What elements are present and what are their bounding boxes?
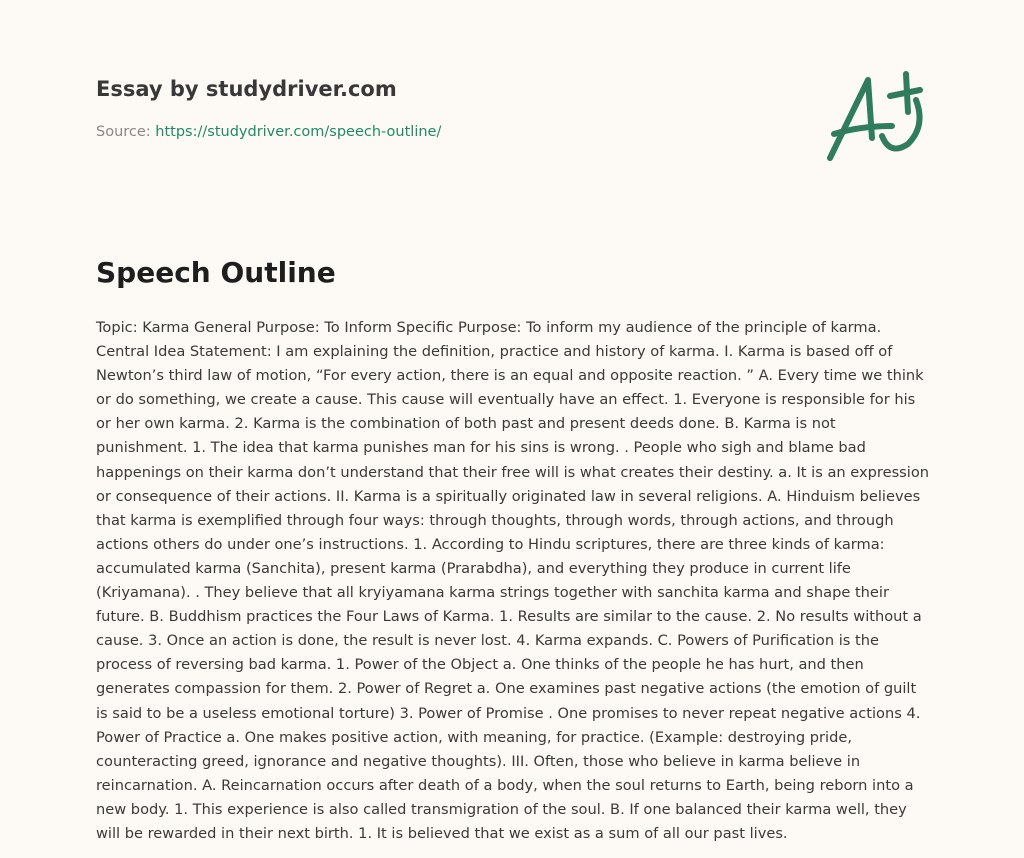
essay-text-line: Newton’s third law of motion, “For every action, there is an equal and opposite reaction. ” A. Every time we think bbox=[96, 367, 924, 385]
essay-text-line: will be rewarded in their next birth. 1. It is believed that we exist as a sum of all our past lives. bbox=[96, 824, 788, 842]
essay-text-line: process of reversing bad karma. 1. Power of the Object a. One thinks of the people he has hurt, and then bbox=[96, 656, 864, 674]
essay-body bbox=[96, 316, 946, 846]
a-plus-logo-icon bbox=[820, 66, 930, 166]
site-title: Essay by studydriver.com bbox=[96, 77, 397, 101]
essay-text-line: new body. 1. This experience is also called transmigration of the soul. B. If one balanced their karma well, they bbox=[96, 800, 907, 818]
essay-text-line: cause. 3. Once an action is done, the result is never lost. 4. Karma expands. C. Powers of Purification is the bbox=[96, 632, 879, 650]
essay-text-line: happenings on their karma don’t understand that their free will is what creates their destiny. a. It is an expression bbox=[96, 463, 930, 481]
essay-text-line: (Kriyamana). . They believe that all kryiyamana karma strings together with sanchita karma and shape their bbox=[96, 584, 889, 602]
essay-text-line: is said to be a useless emotional torture) 3. Power of Promise . One promises to never repeat negative actions 4. bbox=[96, 704, 921, 722]
essay-title: Speech Outline bbox=[96, 256, 336, 289]
source-line bbox=[96, 124, 441, 140]
essay-text-line: Topic: Karma General Purpose: To Inform Specific Purpose: To inform my audience of the principle of karma. bbox=[96, 319, 882, 336]
essay-text-line: Central Idea Statement: I am explaining the definition, practice and history of karma. I. Karma is based off of bbox=[96, 343, 893, 361]
source-label: Source: bbox=[96, 124, 156, 140]
essay-text-line: generates compassion for them. 2. Power of Regret a. One examines past negative actions (the emotion of guilt bbox=[96, 680, 917, 698]
essay-text-line: actions others do under one’s instructions. 1. According to Hindu scriptures, there are three kinds of karma: bbox=[96, 535, 885, 553]
essay-text-line: or her own karma. 2. Karma is the combination of both past and present deeds done. B. Karma is not bbox=[96, 415, 836, 433]
essay-text-line: accumulated karma (Sanchita), present karma (Prarabdha), and everything they produce in current life bbox=[96, 559, 851, 577]
essay-text-line: Power of Practice a. One makes positive action, with meaning, for practice. (Example: destroying pride, bbox=[96, 728, 852, 746]
essay-text-line: reincarnation. A. Reincarnation occurs after death of a body, when the soul returns to Earth, being reborn into a bbox=[96, 776, 914, 794]
essay-text-line: counteracting greed, ignorance and negative thoughts). III. Often, those who believe in karma believe in bbox=[96, 752, 861, 770]
essay-text-line: or do something, we create a cause. This cause will eventually have an effect. 1. Everyone is responsible for his bbox=[96, 391, 916, 409]
source-link[interactable]: https://studydriver.com/speech-outline/ bbox=[155, 124, 442, 140]
essay-text-line: future. B. Buddhism practices the Four Laws of Karma. 1. Results are similar to the cause. 2. No results without a bbox=[96, 608, 922, 626]
essay-text-line: punishment. 1. The idea that karma punishes man for his sins is wrong. . People who sigh and blame bad bbox=[96, 439, 866, 457]
essay-text-line: or consequence of their actions. II. Karma is a spiritually originated law in several religions. A. Hinduism believes bbox=[96, 487, 921, 505]
essay-text-line: that karma is exemplified through four ways: through thoughts, through words, through actions, and through bbox=[96, 511, 894, 529]
